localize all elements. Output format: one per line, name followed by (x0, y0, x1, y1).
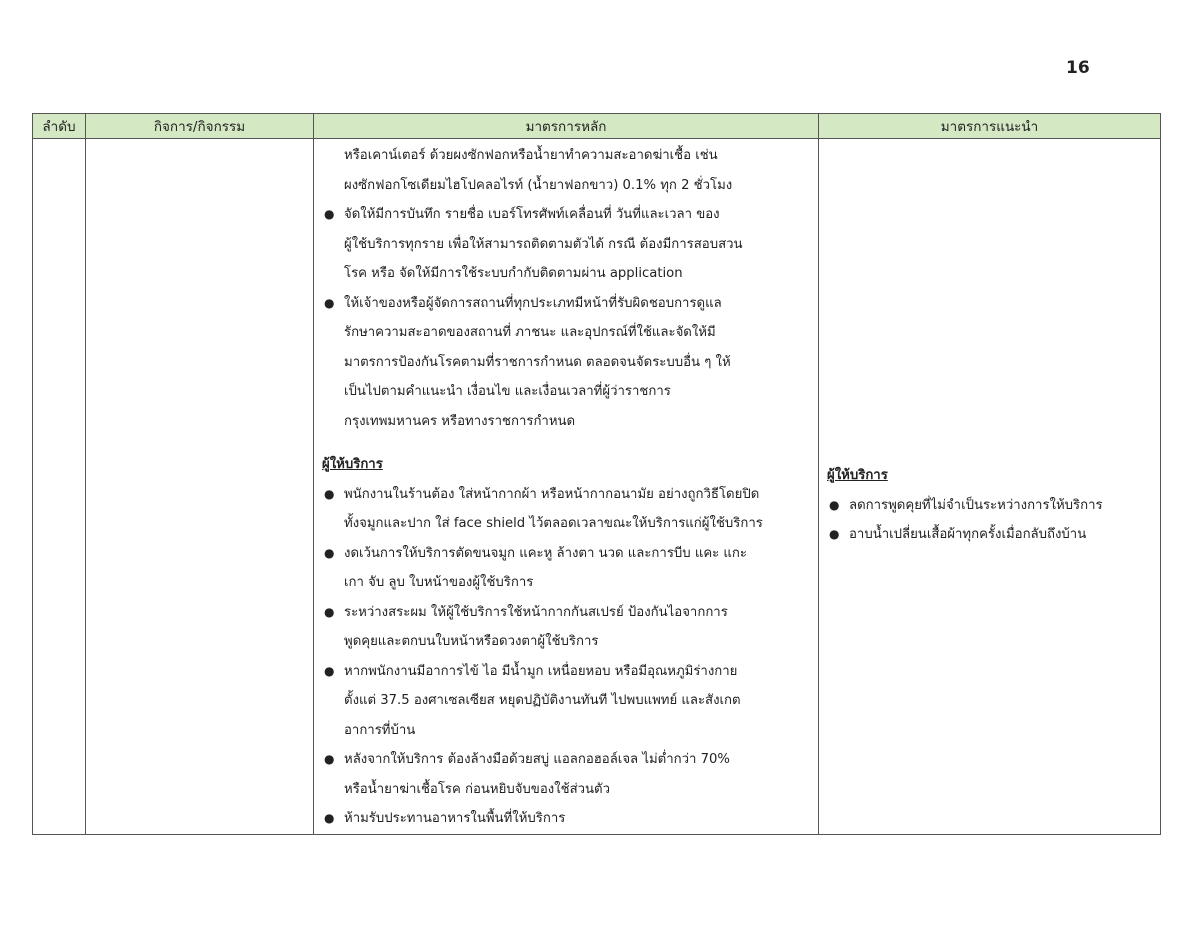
section-heading: ผู้ให้บริการ (827, 468, 888, 483)
list-item-text: งดเว้นการให้บริการตัดขนจมูก แคะหู ล้างตา นวด และการบีบ แคะ แกะ (344, 545, 748, 561)
text-line (322, 598, 810, 628)
bullet-icon: ● (324, 752, 335, 766)
header-row (33, 114, 1161, 139)
list-item-text: หลังจากให้บริการ ต้องล้างมือด้วยสบู่ แอลกอฮอล์เจล ไม่ต่ำกว่า 70% (344, 752, 730, 767)
bullet-icon: ● (324, 604, 335, 619)
page-number: 16 (1066, 58, 1090, 78)
text-line: เกา จับ ลูบ ใบหน้าของผู้ใช้บริการ (344, 575, 534, 590)
text-line (322, 657, 810, 687)
text-line: อาการที่บ้าน (344, 722, 416, 738)
main-measures-cell (314, 139, 819, 835)
section-heading: ผู้ให้บริการ (322, 457, 383, 472)
list-item-text: หากพนักงานมีอาการไข้ ไอ มีน้ำมูก เหนื่อยหอบ หรือมีอุณหภูมิร่างกาย (344, 663, 738, 679)
list-item (827, 520, 1152, 550)
list-item (322, 804, 810, 834)
table-row (33, 139, 1161, 835)
list-item (322, 200, 810, 289)
text-line (322, 745, 810, 775)
list-item (322, 289, 810, 437)
text-line: พูดคุยและตกบนใบหน้าหรือดวงตาผู้ใช้บริการ (344, 634, 599, 649)
recommended-measures-cell (819, 139, 1161, 835)
text-line: มาตรการป้องกันโรคตามที่ราชการกำหนด ตลอดจนจัดระบบอื่น ๆ ให้ (344, 354, 731, 370)
order-cell (33, 139, 86, 835)
text-line: เป็นไปตามคำแนะนำ เงื่อนไข และเงื่อนเวลาที่ผู้ว่าราชการ (344, 384, 671, 399)
list-item-text: พนักงานในร้านต้อง ใส่หน้ากากผ้า หรือหน้ากากอนามัย อย่างถูกวิธีโดยปิด (344, 486, 760, 502)
list-item-text: ให้เจ้าของหรือผู้จัดการสถานที่ทุกประเภทมีหน้าที่รับผิดชอบการดูแล (344, 295, 722, 311)
text-line (322, 804, 810, 834)
text-line (322, 539, 810, 569)
list-item (322, 539, 810, 598)
measures-table (32, 113, 1161, 835)
text-line: ทั้งจมูกและปาก ใส่ face shield ไว้ตลอดเวลาขณะให้บริการแก่ผู้ใช้บริการ (344, 516, 763, 531)
text-line (322, 480, 810, 510)
text-line: กรุงเทพมหานคร หรือทางราชการกำหนด (344, 413, 576, 429)
text-line (827, 520, 1152, 550)
list-item (322, 480, 810, 539)
text-line: รักษาความสะอาดของสถานที่ ภาชนะ และอุปกรณ์ที่ใช้และจัดให้มี (344, 325, 716, 340)
bullet-icon: ● (829, 527, 840, 541)
bullet-icon: ● (324, 545, 335, 560)
text-line: ผงซักฟอกโซเดียมไฮโปคลอไรท์ (น้ำยาฟอกขาว) 0.1% ทุก 2 ชั่วโมง (344, 177, 733, 193)
bullet-icon: ● (324, 811, 335, 825)
list-item-text: จัดให้มีการบันทึก รายชื่อ เบอร์โทรศัพท์เคลื่อนที่ วันที่และเวลา ของ (344, 207, 720, 222)
list-item (322, 657, 810, 746)
text-line: ตั้งแต่ 37.5 องศาเซลเซียส หยุดปฏิบัติงานทันที ไปพบแพทย์ และสังเกต (344, 693, 741, 708)
list-item (322, 745, 810, 804)
list-item-text: ห้ามรับประทานอาหารในพื้นที่ให้บริการ (344, 811, 566, 826)
text-line: ผู้ใช้บริการทุกราย เพื่อให้สามารถติดตามตัวได้ กรณี ต้องมีการสอบสวน (344, 236, 743, 252)
list-item-text: ระหว่างสระผม ให้ผู้ใช้บริการใช้หน้ากากกันสเปรย์ ป้องกันไอจากการ (344, 604, 728, 620)
header-main-measures: มาตรการหลัก (314, 114, 819, 139)
text-line (322, 289, 810, 319)
bullet-icon: ● (324, 663, 335, 678)
text-line: โรค หรือ จัดให้มีการใช้ระบบกำกับติดตามผ่าน application (344, 266, 683, 281)
header-recommended-measures: มาตรการแนะนำ (819, 114, 1161, 139)
list-item (322, 598, 810, 657)
text-line: หรือน้ำยาฆ่าเชื้อโรค ก่อนหยิบจับของใช้ส่วนตัว (344, 781, 611, 797)
bullet-icon: ● (324, 486, 335, 501)
text-line: หรือเคาน์เตอร์ ด้วยผงซักฟอกหรือน้ำยาทำความสะอาดฆ่าเชื้อ เช่น (344, 148, 718, 163)
text-line (827, 491, 1152, 521)
bullet-icon: ● (324, 207, 335, 221)
header-activity: กิจการ/กิจกรรม (86, 114, 314, 139)
text-line (322, 200, 810, 230)
list-item-text: ลดการพูดคุยที่ไม่จำเป็นระหว่างการให้บริการ (849, 497, 1103, 513)
list-item (827, 491, 1152, 521)
list-item-text: อาบน้ำเปลี่ยนเสื้อผ้าทุกครั้งเมื่อกลับถึงบ้าน (849, 527, 1087, 542)
bullet-icon: ● (829, 497, 840, 512)
bullet-icon: ● (324, 295, 335, 310)
activity-cell (86, 139, 314, 835)
header-order: ลำดับ (33, 114, 86, 139)
